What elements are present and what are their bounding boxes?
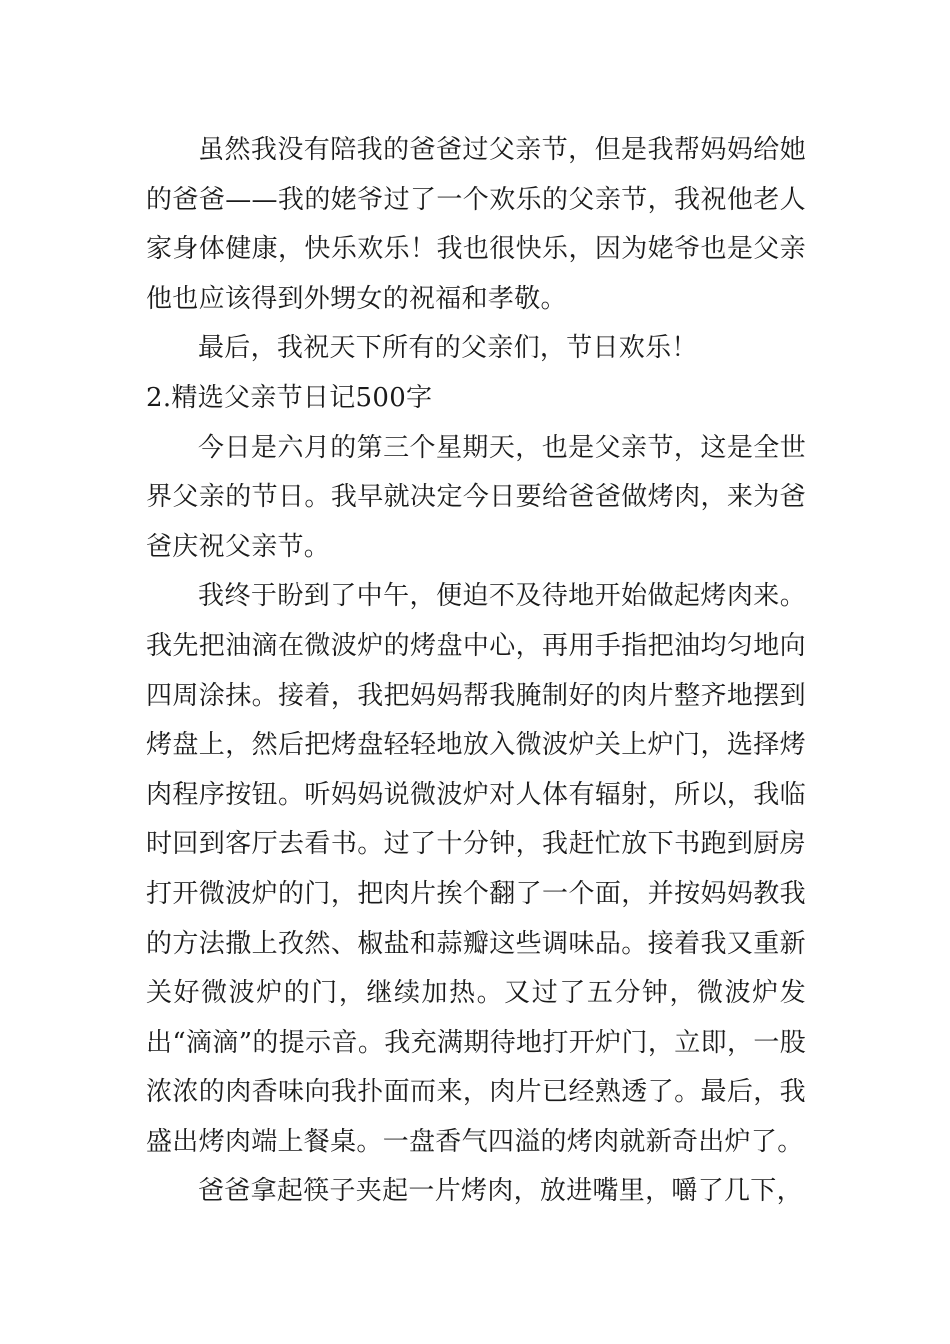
section-heading: 2.精选父亲节日记500字 bbox=[146, 382, 433, 413]
paragraph-intro: 今日是六月的第三个星期天，也是父亲节，这是全世界父亲的节日。我早就决定今日要给爸爸做烤肉，来为爸爸庆祝父亲节。 bbox=[146, 432, 806, 562]
paragraph-closing-wish: 最后，我祝天下所有的父亲们，节日欢乐！ bbox=[198, 333, 698, 364]
document-body bbox=[146, 126, 806, 1217]
paragraph-dad-tastes: 爸爸拿起筷子夹起一片烤肉，放进嘴里，嚼了几下， bbox=[198, 1176, 803, 1207]
paragraph-cooking: 我终于盼到了中午，便迫不及待地开始做起烤肉来。我先把油滴在微波炉的烤盘中心，再用手指把油均匀地向四周涂抹。接着，我把妈妈帮我腌制好的肉片整齐地摆到烤盘上，然后把烤盘轻轻地放入微波炉关上炉门，选择烤肉程序按钮。听妈妈说微波炉对人体有辐射，所以，我临时回到客厅去看书。过了十分钟，我赶忙放下书跑到厨房打开微波炉的门，把肉片挨个翻了一个面，并按妈妈教我的方法撒上孜然、椒盐和蒜瓣这些调味品。接着我又重新关好微波炉的门，继续加热。又过了五分钟，微波炉发出“滴滴”的提示音。我充满期待地打开炉门，立即，一股浓浓的肉香味向我扑面而来，肉片已经熟透了。最后，我盛出烤肉端上餐桌。一盘香气四溢的烤肉就新奇出炉了。 bbox=[146, 581, 806, 1157]
paragraph-grandpa-fathers-day: 虽然我没有陪我的爸爸过父亲节，但是我帮妈妈给她的爸爸——我的姥爷过了一个欢乐的父亲节，我祝他老人家身体健康，快乐欢乐！我也很快乐，因为姥爷也是父亲他也应该得到外甥女的祝福和孝敬。 bbox=[146, 135, 806, 314]
